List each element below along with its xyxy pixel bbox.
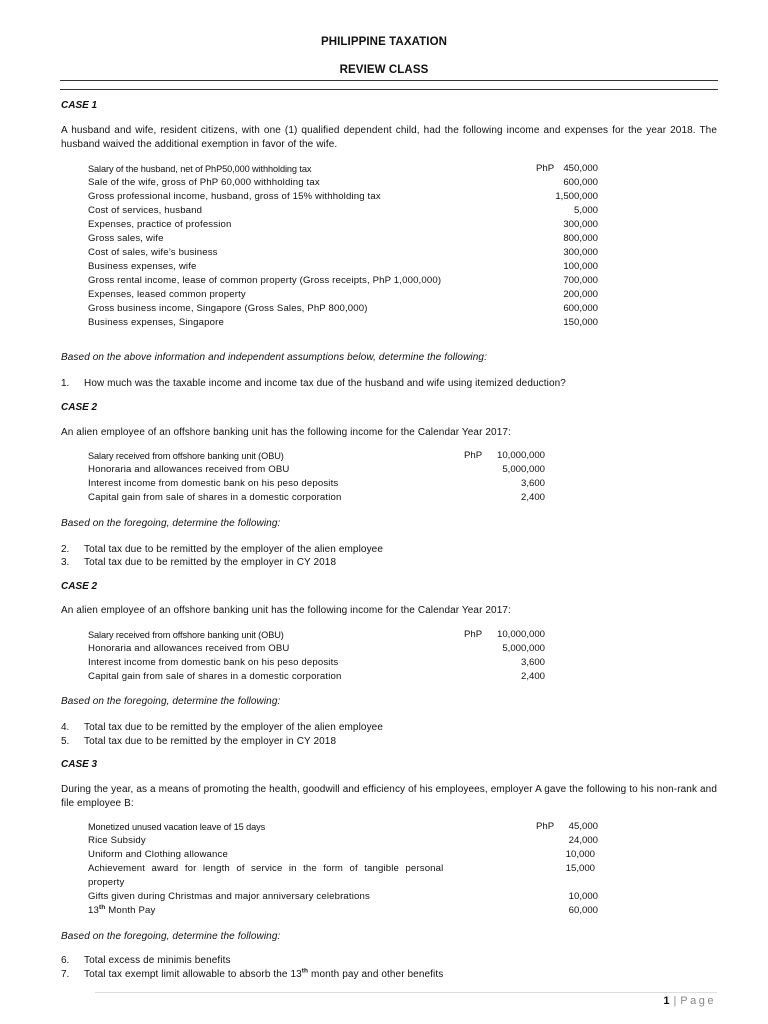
question-number: 2. [61,544,70,555]
item-value: 1,500,000 [555,191,598,202]
item-label: Expenses, practice of profession [88,219,232,230]
item-label: Gross rental income, lease of common property (Gross receipts, PhP 1,000,000) [88,275,442,286]
item-label: Salary of the husband, net of PhP50,000 withholding tax [88,164,312,174]
item-value: 10,000 [568,891,598,902]
item-value: 45,000 [568,821,598,832]
item-label: Salary received from offshore banking unit (OBU) [88,451,284,461]
currency-label: PhP [464,450,483,461]
item-label [88,904,155,918]
item-value: 5,000,000 [502,643,545,654]
item-value: 800,000 [563,233,598,244]
header-rule-top [60,80,718,81]
question-text: Total tax due to be remitted by the employer of the alien employee [84,722,383,733]
document-title: PHILIPPINE TAXATION [320,36,448,48]
item-label: Capital gain from sale of shares in a domestic corporation [88,492,342,503]
question-text: Total tax due to be remitted by the employer in CY 2018 [84,557,337,568]
item-label: Gifts given during Christmas and major anniversary celebrations [88,891,370,902]
currency-label: PhP [536,821,555,832]
case-2b-heading: CASE 2 [61,581,98,592]
header-rule-bottom [60,89,718,90]
item-label: Sale of the wife, gross of PhP 60,000 withholding tax [88,177,320,188]
item-label: Business expenses, wife [88,261,197,272]
question-number: 4. [61,722,70,733]
item-label: Monetized unused vacation leave of 15 days [88,822,266,832]
item-value: 10,000,000 [496,450,545,461]
item-value: 300,000 [563,219,598,230]
item-value: 700,000 [563,275,598,286]
footer-rule [95,992,717,993]
item-label-rest: Month Pay [105,905,156,916]
page-number: 1 [663,995,670,1007]
case-2b-instruction: Based on the foregoing, determine the following: [61,696,281,707]
page-word: Page [680,995,716,1007]
question-text: Total tax due to be remitted by the employer of the alien employee [84,544,383,555]
item-label: Cost of services, husband [88,205,203,216]
question-number: 6. [61,955,70,966]
item-label: Honoraria and allowances received from OBU [88,464,290,475]
item-label: Uniform and Clothing allowance [88,849,228,860]
item-value: 60,000 [568,905,598,916]
item-label: Salary received from offshore banking unit (OBU) [88,630,284,640]
item-value: 300,000 [563,247,598,258]
document-subtitle: REVIEW CLASS [339,64,429,76]
item-label: Gross sales, wife [88,233,164,244]
question-text: Total excess de minimis benefits [84,955,231,966]
currency-label: PhP [464,629,483,640]
item-label: Expenses, leased common property [88,289,246,300]
item-label: Honoraria and allowances received from OBU [88,643,290,654]
item-label: Interest income from domestic bank on his peso deposits [88,478,339,489]
item-label: Gross professional income, husband, gross of 15% withholding tax [88,191,381,202]
item-label: Achievement award for length of service in the form of tangible personal [88,863,444,874]
question-text [84,968,443,982]
footer-separator: | [673,995,677,1007]
item-value: 15,000 [565,863,595,874]
case-3-heading: CASE 3 [61,759,98,770]
item-value: 3,600 [520,478,545,489]
question-number: 1. [61,378,70,389]
case-1-heading: CASE 1 [61,100,98,111]
item-value: 200,000 [563,289,598,300]
item-label: Cost of sales, wife’s business [88,247,218,258]
case-1-instruction: Based on the above information and independent assumptions below, determine the following: [61,352,487,363]
question-text-part: month pay and other benefits [308,969,444,980]
case-2a-instruction: Based on the foregoing, determine the following: [61,518,281,529]
item-value: 150,000 [563,317,598,328]
item-value: 600,000 [563,177,598,188]
item-value: 100,000 [563,261,598,272]
question-text: Total tax due to be remitted by the employer in CY 2018 [84,736,337,747]
item-value: 10,000,000 [496,629,545,640]
question-text: How much was the taxable income and income tax due of the husband and wife using itemized deduction? [84,378,566,389]
case-1-intro: A husband and wife, resident citizens, with one (1) qualified dependent child, had the following income and expenses for the year 2018. The husband waived the additional exemption in favor of the wife. [61,125,717,150]
case-3-intro: During the year, as a means of promoting the health, goodwill and efficiency of his employees, employer A gave the following to his non-rank and file employee B: [61,784,717,809]
question-number: 3. [61,557,70,568]
ordinal-suffix: th [301,967,309,975]
item-value: 5,000,000 [502,464,545,475]
case-2a-intro: An alien employee of an offshore banking unit has the following income for the Calendar Year 2017: [61,427,511,438]
item-value: 600,000 [563,303,598,314]
item-value: 24,000 [568,835,598,846]
item-label: Interest income from domestic bank on his peso deposits [88,657,339,668]
question-number: 5. [61,736,70,747]
item-label: Gross business income, Singapore (Gross Sales, PhP 800,000) [88,303,368,314]
item-value: 450,000 [563,163,598,174]
currency-label: PhP [536,163,555,174]
question-text-part: Total tax exempt limit allowable to absorb the 13 [84,969,302,980]
item-label: Rice Subsidy [88,835,146,846]
case-2a-heading: CASE 2 [61,402,98,413]
item-label-continued: property [88,877,125,888]
page-footer [663,995,716,1007]
case-2b-intro: An alien employee of an offshore banking unit has the following income for the Calendar Year 2017: [61,605,511,616]
item-label: Capital gain from sale of shares in a domestic corporation [88,671,342,682]
case-3-instruction: Based on the foregoing, determine the following: [61,931,281,942]
question-number: 7. [61,969,70,980]
ordinal-suffix: th [98,903,106,911]
item-value: 10,000 [565,849,595,860]
item-label-number: 13 [88,905,99,916]
item-value: 2,400 [520,492,545,503]
item-label: Business expenses, Singapore [88,317,224,328]
item-value: 3,600 [520,657,545,668]
item-value: 2,400 [520,671,545,682]
item-value: 5,000 [573,205,598,216]
